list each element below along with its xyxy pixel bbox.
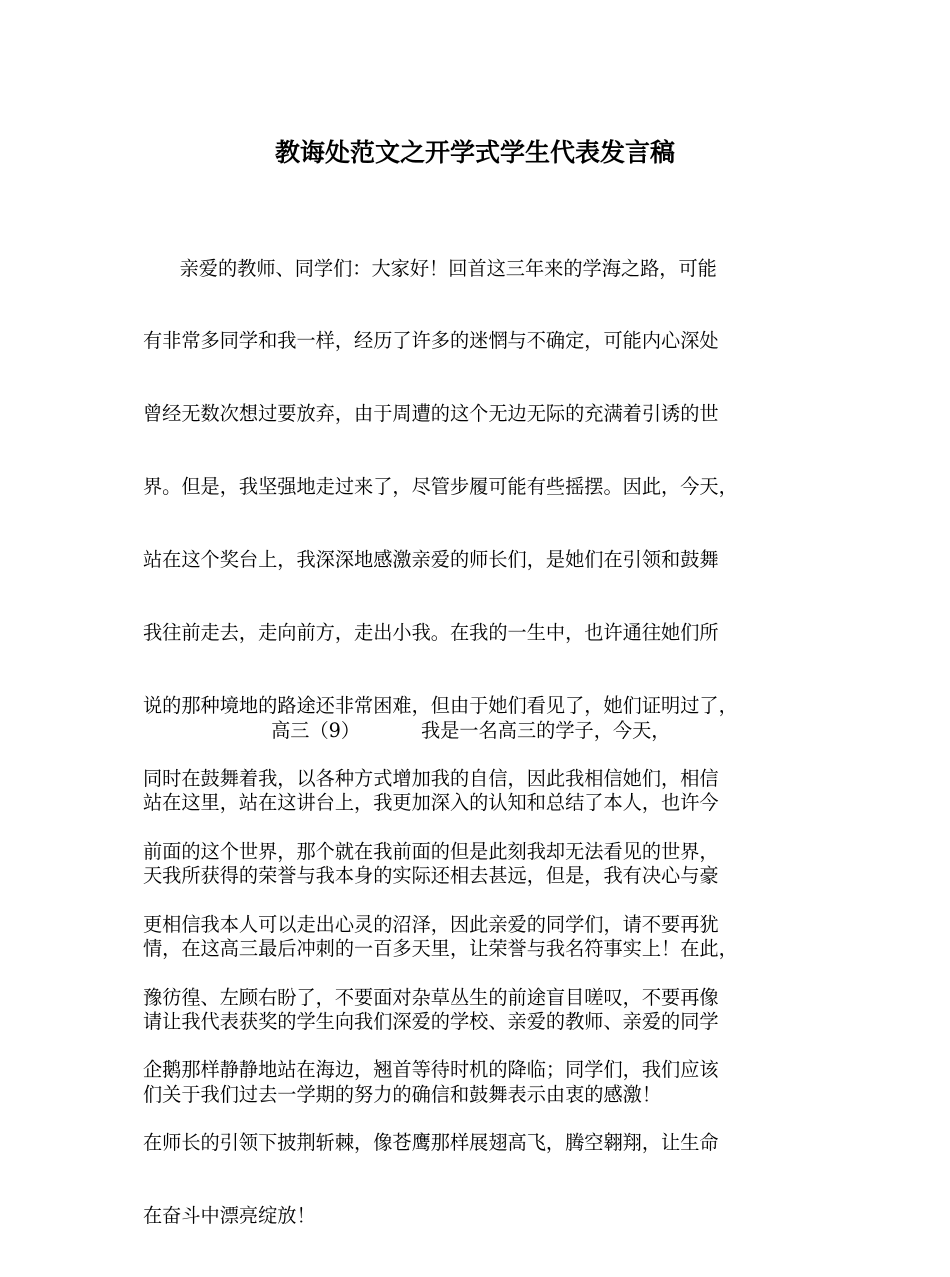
text-line: 站在这里，站在这讲台上，我更加深入的认知和总结了本人，也许今 <box>143 791 719 815</box>
text-line: 情，在这高三最后冲刺的一百多天里，让荣誉与我名符事实上！在此， <box>143 937 738 961</box>
text-line: 们关于我们过去一学期的努力的确信和鼓舞表示由衷的感激！ <box>143 1083 662 1107</box>
text-line: 在师长的引领下披荆斩棘，像苍鹰那样展翅高飞，腾空翱翔，让生命 <box>143 1131 719 1155</box>
text-line: 有非常多同学和我一样，经历了许多的迷惘与不确定，可能内心深处 <box>143 329 719 353</box>
text-line: 豫彷徨、左顾右盼了，不要面对杂草丛生的前途盲目嗟叹，不要再像 <box>143 985 719 1009</box>
text-line: 同时在鼓舞着我，以各种方式增加我的自信，因此我相信她们，相信 <box>143 766 719 790</box>
text-line: 说的那种境地的路途还非常困难，但由于她们看见了，她们证明过了， <box>143 693 738 717</box>
text-line: 前面的这个世界，那个就在我前面的但是此刻我却无法看见的世界， <box>143 839 719 863</box>
text-line: 天我所获得的荣誉与我本身的实际还相去甚远，但是，我有决心与豪 <box>143 864 719 888</box>
paragraph-speaker <box>143 670 808 1156</box>
text-line: 我往前走去，走向前方，走出小我。在我的一生中，也许通往她们所 <box>143 621 719 645</box>
text-line: 企鹅那样静静地站在海边，翘首等待时机的降临；同学们，我们应该 <box>143 1058 719 1082</box>
text-line: 界。但是，我坚强地走过来了，尽管步履可能有些摇摆。因此，今天， <box>143 475 738 499</box>
text-line: 高三（9） 我是一名高三的学子，今天， <box>143 718 671 742</box>
text-line: 曾经无数次想过要放弃，由于周遭的这个无边无际的充满着引诱的世 <box>143 402 719 426</box>
text-line: 请让我代表获奖的学生向我们深爱的学校、亲爱的教师、亲爱的同学 <box>143 1010 719 1034</box>
text-line: 在奋斗中漂亮绽放！ <box>143 1204 316 1228</box>
text-line: 更相信我本人可以走出心灵的沼泽，因此亲爱的同学们，请不要再犹 <box>143 912 719 936</box>
text-line: 亲爱的教师、同学们：大家好！回首这三年来的学海之路，可能 <box>143 256 717 280</box>
document-title: 教诲处范文之开学式学生代表发言稿 <box>274 138 675 167</box>
text-line: 站在这个奖台上，我深深地感激亲爱的师长们，是她们在引领和鼓舞 <box>143 548 719 572</box>
